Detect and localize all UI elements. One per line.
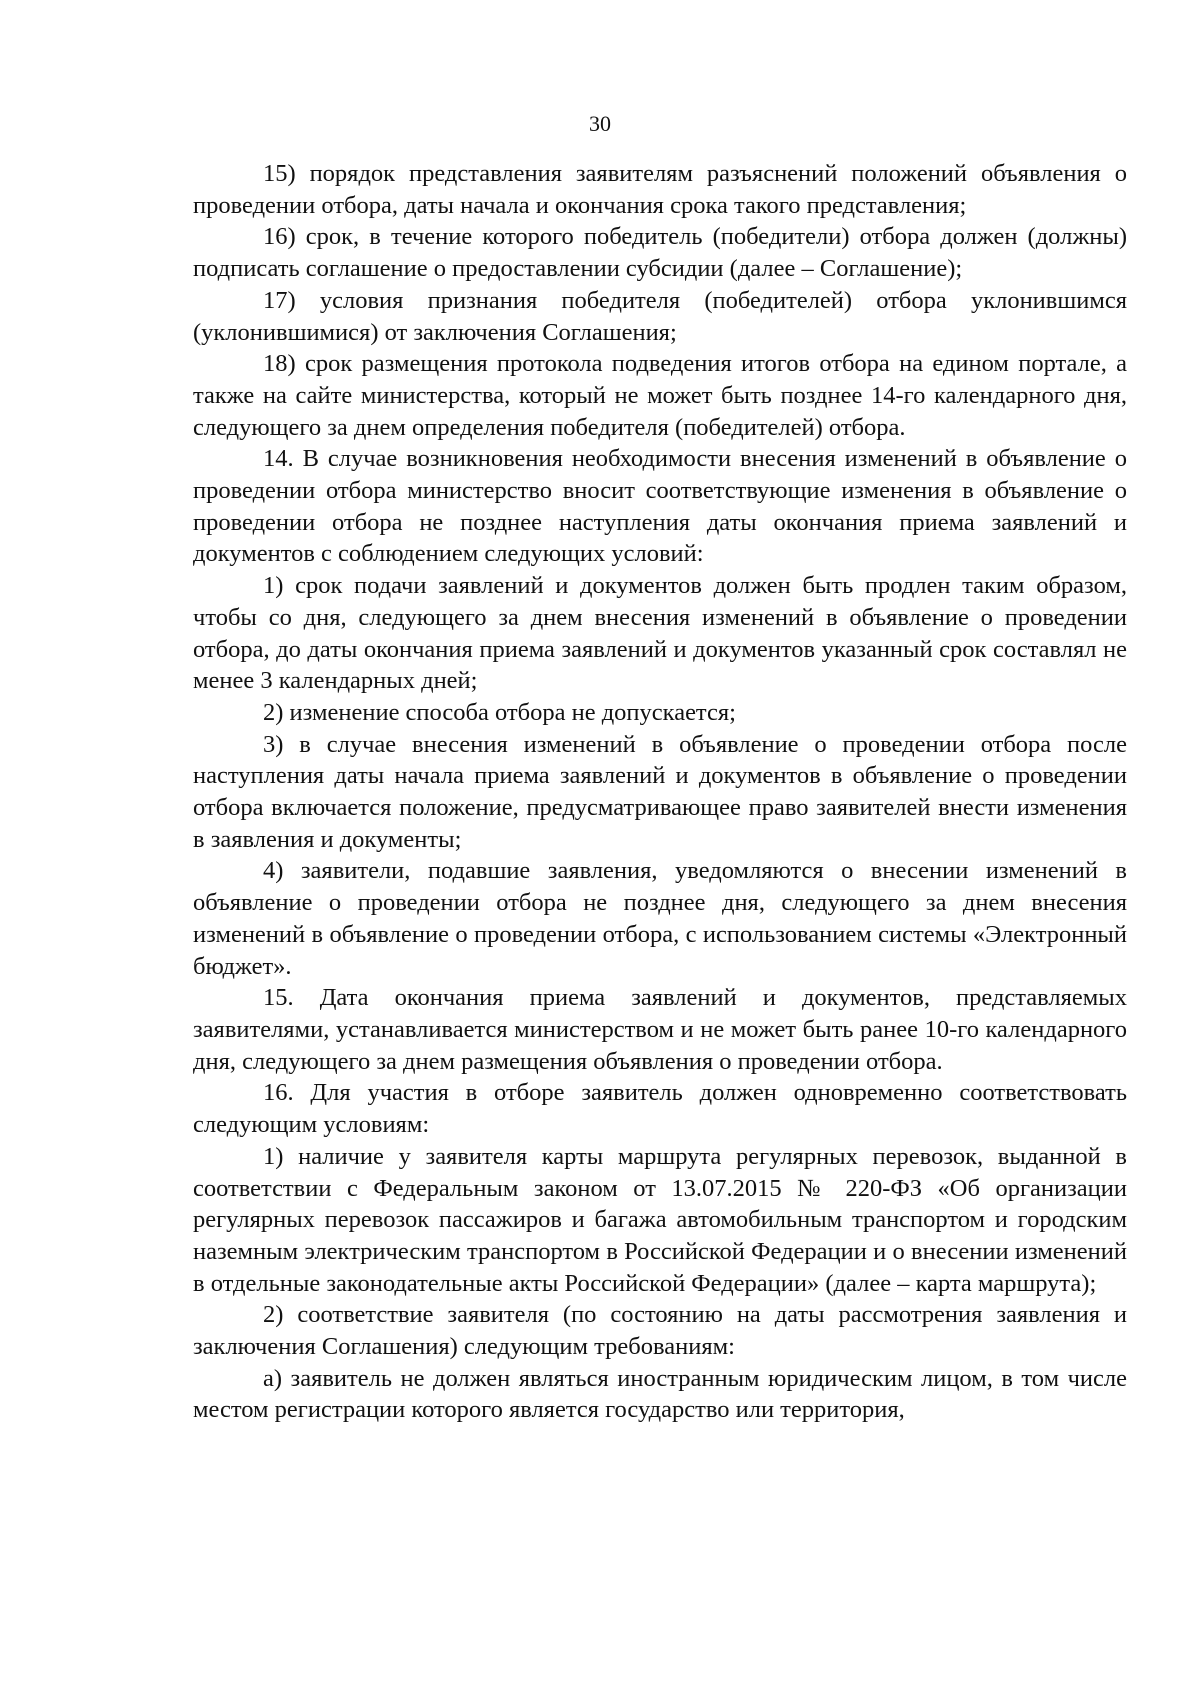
paragraph-requirement-2: 2) соответствие заявителя (по состоянию на даты рассмотрения заявления и заключения Соглашения) следующим требованиям: (193, 1301, 1127, 1361)
paragraph-condition-2: 2) изменение способа отбора не допускается; (263, 698, 736, 726)
paragraph-section-15: 15. Дата окончания приема заявлений и документов, представляемых заявителями, устанавливается министерством и не может быть ранее 10-го календарного дня, следующего за днем размещения объявления о проведении отбора. (193, 984, 1127, 1075)
paragraph-condition-4: 4) заявители, подавшие заявления, уведомляются о внесении изменений в объявление о проведении отбора не позднее дня, следующего за днем внесения изменений в объявление о проведении отбора, с использованием системы «Электронный бюджет». (193, 857, 1127, 980)
page-number: 30 (589, 111, 611, 136)
paragraph-subitem-a: а) заявитель не должен являться иностранным юридическим лицом, в том числе местом регистрации которого является государство или территория, (193, 1364, 1127, 1424)
paragraph-section-14: 14. В случае возникновения необходимости внесения изменений в объявление о проведении отбора министерство вносит соответствующие изменения в объявление о проведении отбора не позднее наступления даты окончания приема заявлений и документов с соблюдением следующих условий: (193, 445, 1127, 568)
paragraph-section-16: 16. Для участия в отборе заявитель должен одновременно соответствовать следующим условиям: (193, 1079, 1127, 1139)
paragraph-item-15: 15) порядок представления заявителям разъяснений положений объявления о проведении отбора, даты начала и окончания срока такого представления; (193, 160, 1127, 219)
paragraph-requirement-1: 1) наличие у заявителя карты маршрута регулярных перевозок, выданной в соответствии с Федеральным законом от 13.07.2015 № 220-ФЗ «Об организации регулярных перевозок пассажиров и багажа автомобильным транспортом и городским наземным электрическим транспортом в Российской Федерации и о внесении изменений в отдельные законодательные акты Российской Федерации» (далее – карта маршрута); (193, 1142, 1127, 1297)
paragraph-condition-1: 1) срок подачи заявлений и документов должен быть продлен таким образом, чтобы со дня, следующего за днем внесения изменений в объявление о проведении отбора, до даты окончания приема заявлений и документов указанный срок составлял не менее 3 календарных дней; (193, 572, 1127, 695)
paragraph-item-17: 17) условия признания победителя (победителей) отбора уклонившимся (уклонившимися) от заключения Соглашения; (193, 286, 1127, 346)
document-body (193, 158, 1127, 1426)
paragraph-item-18: 18) срок размещения протокола подведения итогов отбора на едином портале, а также на сайте министерства, который не может быть позднее 14-го календарного дня, следующего за днем определения победителя (победителей) отбора. (193, 350, 1127, 441)
paragraph-item-16: 16) срок, в течение которого победитель (победители) отбора должен (должны) подписать соглашение о предоставлении субсидии (далее – Соглашение); (193, 223, 1127, 283)
paragraph-condition-3: 3) в случае внесения изменений в объявление о проведении отбора после наступления даты начала приема заявлений и документов в объявление о проведении отбора включается положение, предусматривающее право заявителей внести изменения в заявления и документы; (193, 730, 1127, 853)
